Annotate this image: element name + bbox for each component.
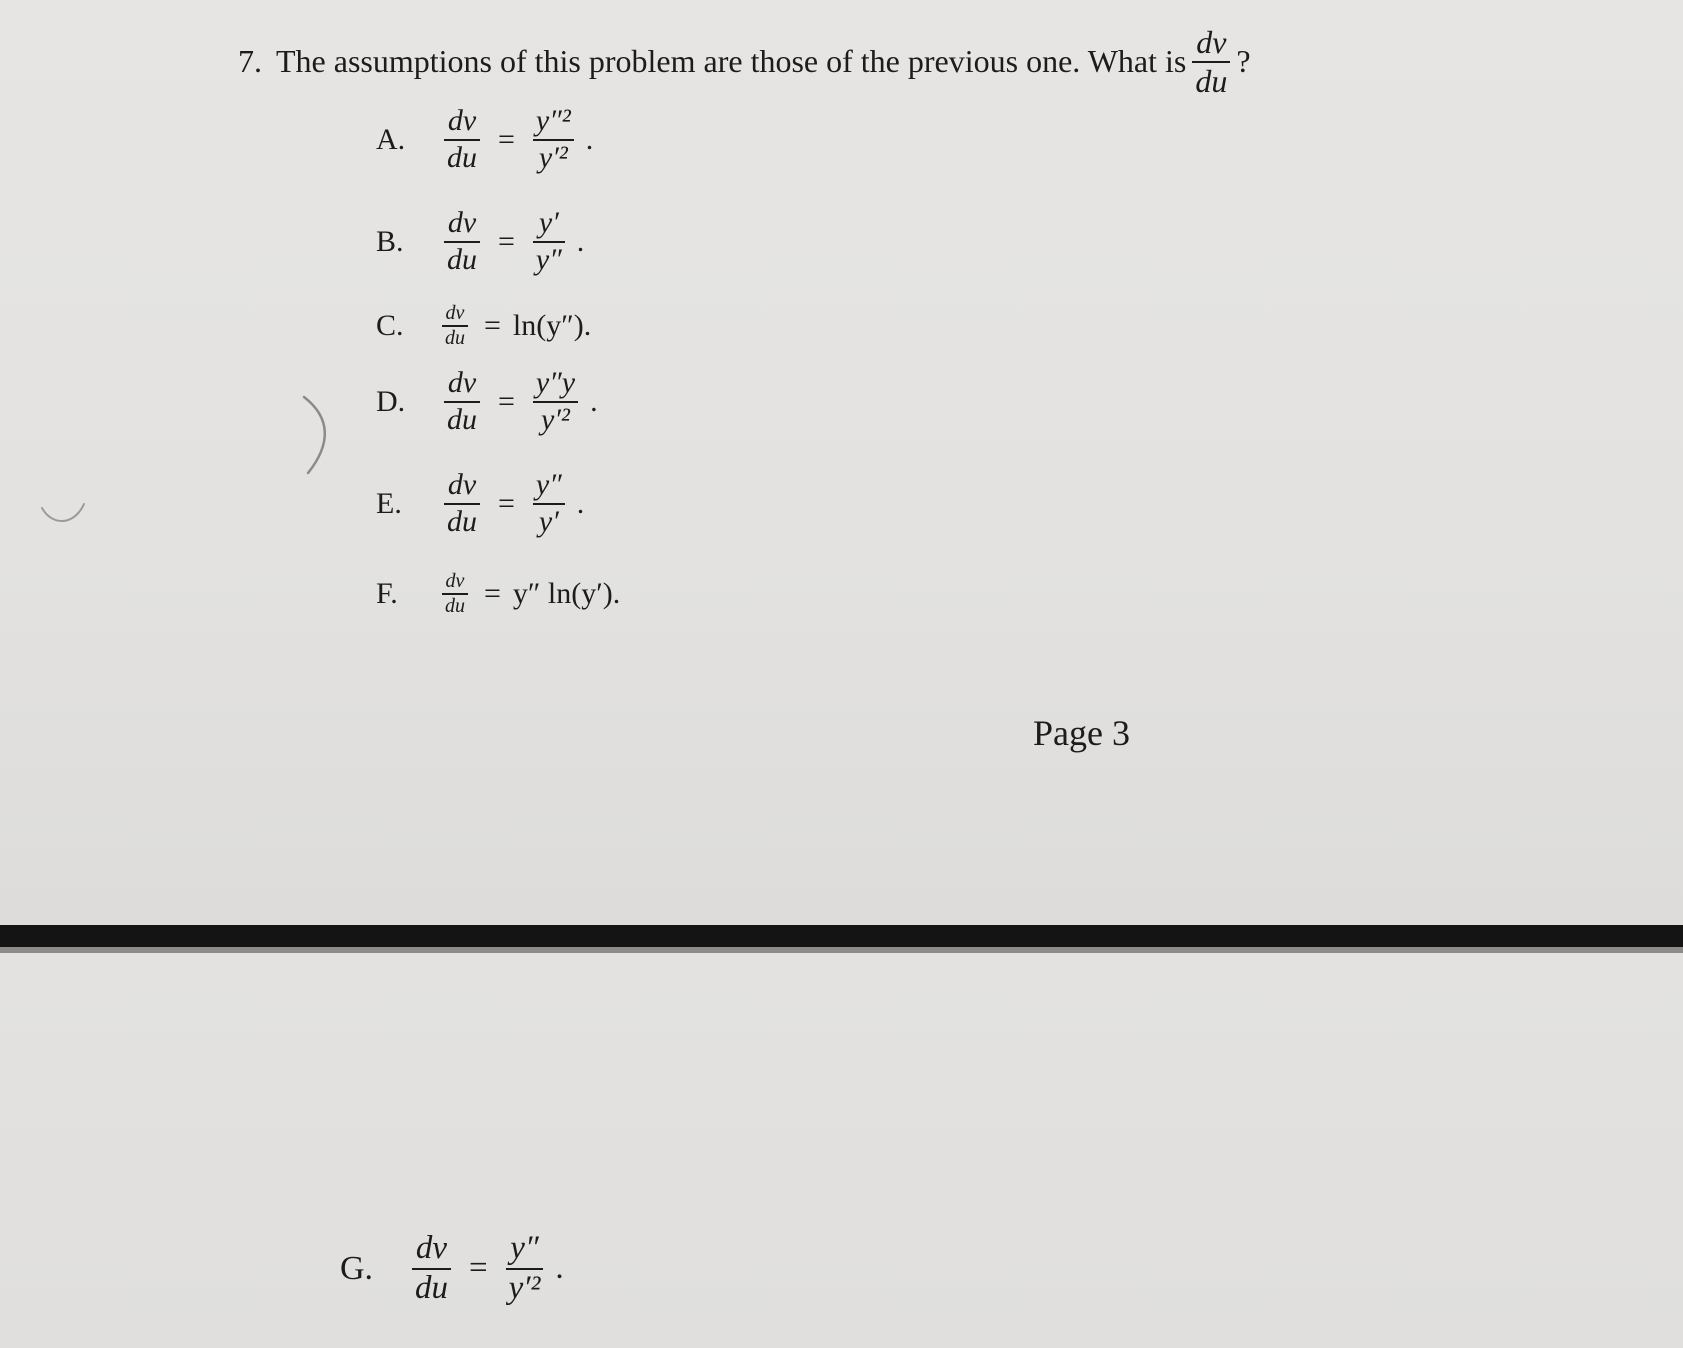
lhs-fraction [442,302,468,350]
question-7 [238,24,1251,100]
question-fraction [1192,24,1230,100]
lhs-denominator: du [415,1269,448,1306]
option-e[interactable] [376,468,584,539]
question-text: The assumptions of this problem are those of the previous one. What is [276,43,1187,80]
lhs-denominator: du [447,242,477,276]
lhs-fraction [444,206,480,277]
option-d[interactable] [376,366,598,437]
rhs-numerator: y″ [535,468,562,501]
question-mark: ? [1236,43,1251,80]
lhs-denominator: du [447,140,477,174]
rhs-denominator: y″ [535,242,562,276]
paper-bottom [0,953,1683,1348]
rhs-denominator: y′ [538,504,559,538]
lhs-numerator: dv [447,206,477,239]
lhs-denominator: du [445,326,465,349]
page-number: Page 3 [1033,713,1130,753]
page-separator [0,925,1683,947]
lhs-denominator: du [445,594,465,617]
rhs-denominator: y′² [541,402,570,436]
lhs-numerator: dv [445,570,465,592]
rhs-fraction [533,206,565,277]
option-label: B. [376,224,404,258]
lhs-fraction [412,1230,451,1308]
rhs-fraction [533,104,574,175]
equals-sign: = [484,576,501,610]
pencil-bracket-mark [300,395,340,475]
lhs-numerator: dv [447,104,477,137]
fraction-denominator: du [1195,62,1228,99]
equals-sign: = [498,224,515,258]
option-period: . [576,224,585,258]
lhs-denominator: du [447,504,477,538]
option-label: D. [376,384,406,418]
option-b[interactable] [376,206,584,277]
equals-sign: = [469,1250,488,1287]
option-g[interactable] [340,1230,564,1308]
equals-sign: = [498,122,515,156]
lhs-fraction [444,468,480,539]
rhs-fraction [506,1230,544,1308]
lhs-numerator: dv [447,468,477,501]
option-c[interactable] [376,302,591,350]
option-label: C. [376,308,404,342]
option-period: . [585,122,594,156]
option-label: G. [340,1249,374,1287]
rhs-numerator: y″y [535,366,576,399]
rhs-expression: y″ ln(y′). [512,576,621,610]
option-label: A. [376,122,406,156]
rhs-numerator: y″² [535,104,571,137]
question-number: 7. [238,43,262,80]
fraction-numerator: dv [1196,24,1227,60]
rhs-numerator: y′ [538,206,559,239]
equals-sign: = [498,384,515,418]
lhs-fraction [444,104,480,175]
lhs-numerator: dv [445,302,465,324]
option-period: . [590,384,598,418]
rhs-expression: ln(y″). [512,308,592,342]
lhs-numerator: dv [447,366,477,399]
lhs-fraction [444,366,480,437]
equals-sign: = [498,486,515,520]
option-f[interactable] [376,570,620,618]
option-label: E. [376,486,402,520]
pencil-curve-mark [38,500,88,530]
lhs-numerator: dv [415,1230,448,1266]
rhs-denominator: y′² [538,140,568,174]
option-period: . [555,1250,564,1287]
option-a[interactable] [376,104,593,175]
rhs-fraction [533,468,565,539]
rhs-fraction [533,366,578,437]
rhs-numerator: y″ [510,1230,539,1266]
lhs-denominator: du [447,402,477,436]
equals-sign: = [484,308,501,342]
rhs-denominator: y′² [508,1269,541,1306]
lhs-fraction [442,570,468,618]
option-label: F. [376,576,398,610]
option-period: . [576,486,585,520]
